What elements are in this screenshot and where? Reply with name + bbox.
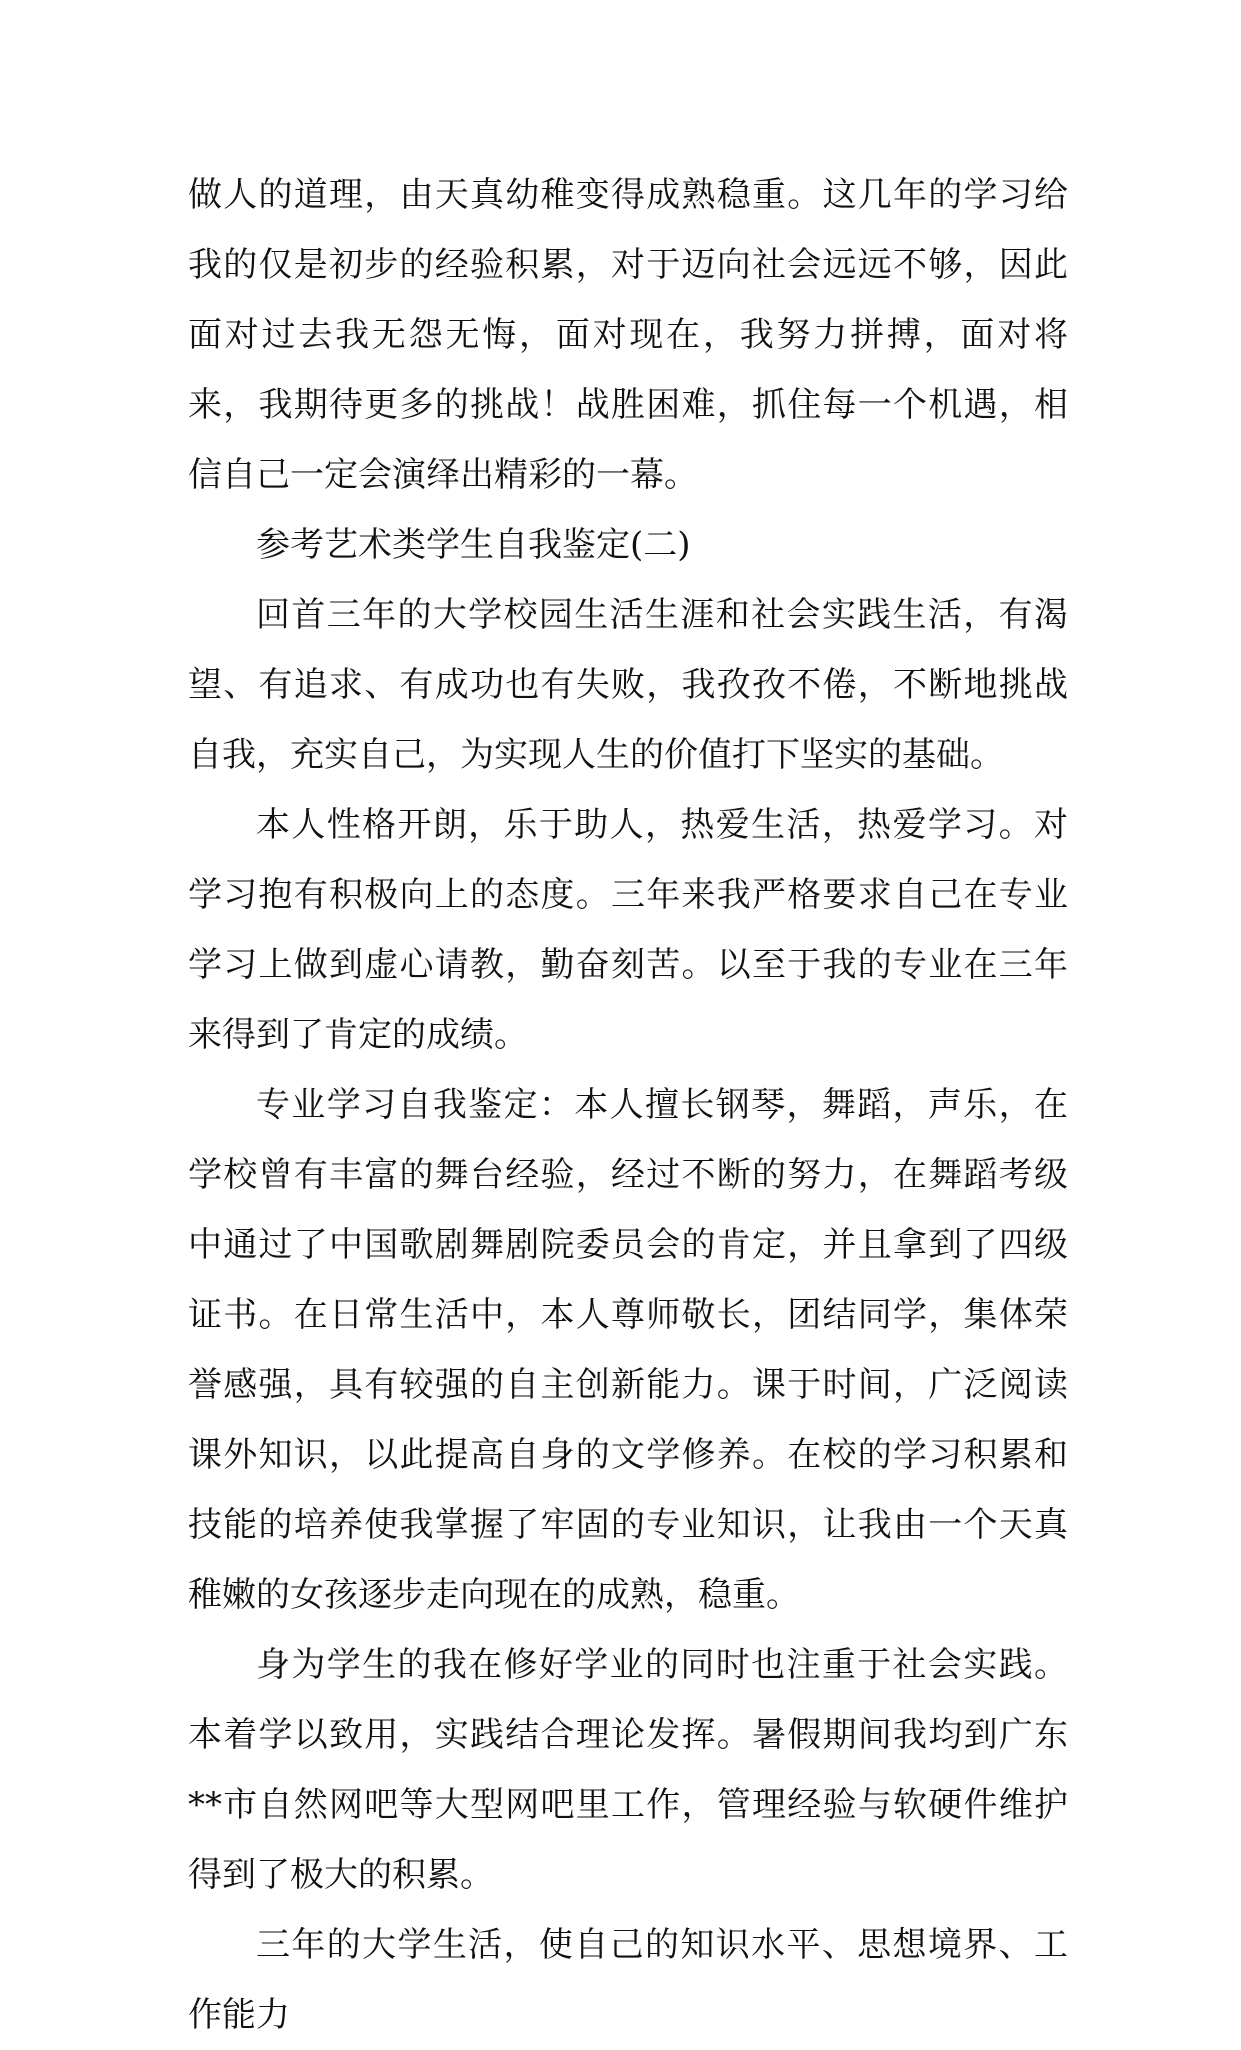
section-heading: 参考艺术类学生自我鉴定(二) (256, 525, 691, 565)
paragraph: 回首三年的大学校园生活生涯和社会实践生活，有渴望、有追求、有成功也有失败，我孜孜不倦，不断地挑战自我，充实自己，为实现人生的价值打下坚实的基础。 (188, 595, 1068, 775)
paragraph-continuation: 做人的道理，由天真幼稚变得成熟稳重。这几年的学习给我的仅是初步的经验积累，对于迈向社会远远不够，因此面对过去我无怨无悔，面对现在，我努力拼搏，面对将来，我期待更多的挑战！战胜困难，抓住每一个机遇，相信自己一定会演绎出精彩的一幕。 (188, 175, 1068, 495)
paragraph: 专业学习自我鉴定：本人擅长钢琴，舞蹈，声乐，在学校曾有丰富的舞台经验，经过不断的努力，在舞蹈考级中通过了中国歌剧舞剧院委员会的肯定，并且拿到了四级证书。在日常生活中，本人尊师敬长，团结同学，集体荣誉感强，具有较强的自主创新能力。课于时间，广泛阅读课外知识，以此提高自身的文学修养。在校的学习积累和技能的培养使我掌握了牢固的专业知识，让我由一个天真稚嫩的女孩逐步走向现在的成熟，稳重。 (188, 1085, 1068, 1615)
paragraph: 本人性格开朗，乐于助人，热爱生活，热爱学习。对学习抱有积极向上的态度。三年来我严格要求自己在专业学习上做到虚心请教，勤奋刻苦。以至于我的专业在三年来得到了肯定的成绩。 (188, 805, 1068, 1055)
paragraph: 身为学生的我在修好学业的同时也注重于社会实践。本着学以致用，实践结合理论发挥。暑假期间我均到广东**市自然网吧等大型网吧里工作，管理经验与软硬件维护得到了极大的积累。 (188, 1645, 1068, 1895)
document-body (188, 160, 1068, 2050)
paragraph: 三年的大学生活，使自己的知识水平、思想境界、工作能力 (188, 1925, 1068, 2035)
